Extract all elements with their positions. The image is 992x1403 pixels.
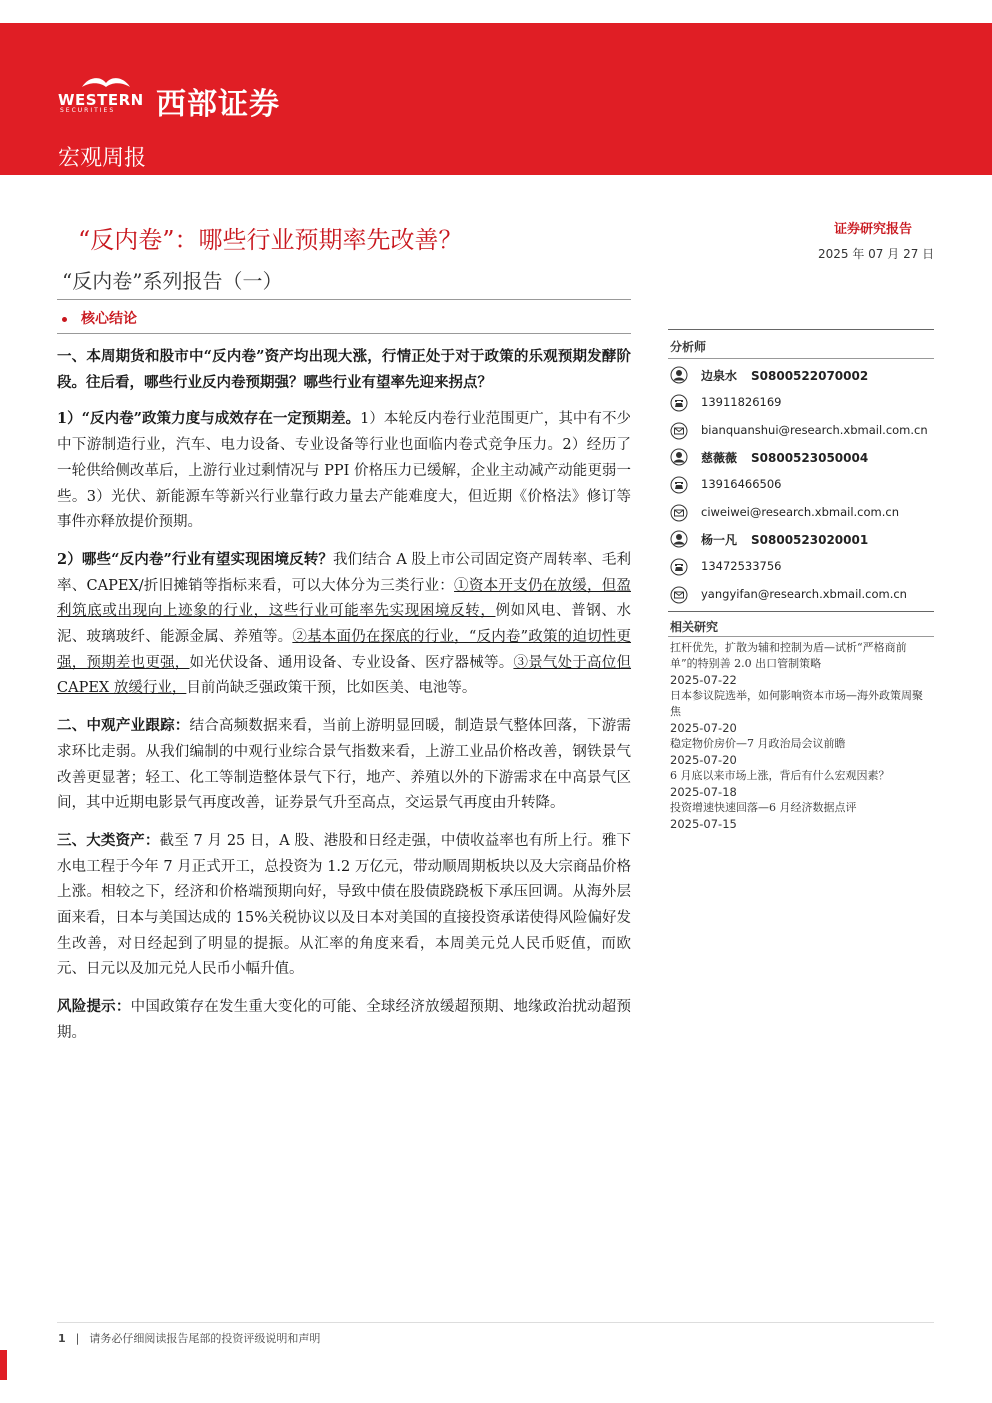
analyst-email-row[interactable]	[670, 503, 934, 525]
paragraph-policy-gap-text: 1）本轮反内卷行业范围更广，其中有不少中下游制造行业，汽车、电力设备、专业设备等行业也面临内卷式竞争压力。2）经历了一轮供给侧改革后，上游行业过剩情况与 PPI 价格压力已缓解，企业主动减产动能更弱一些。3）光伏、新能源车等新兴行业靠行政力量去产能难度大，但近期《价格法》修订等事件亦释放提价预期。	[57, 411, 631, 531]
paragraph-industries-text-a: 我们结合 A 股上市公司固定资产周转率、毛利率、CAPEX/折旧摊销等指标来看，可以大体分为三类行业：	[57, 551, 631, 594]
analyst-email[interactable]: ciweiwei@research.xbmail.com.cn	[701, 505, 900, 519]
analyst-email[interactable]: yangyifan@research.xbmail.com.cn	[701, 587, 907, 601]
page-number: 1	[58, 1332, 66, 1345]
analyst-divider	[668, 358, 934, 359]
paragraph-risk-lead: 风险提示：	[57, 998, 131, 1016]
related-title[interactable]: 稳定物价房价—7 月政治局会议前瞻	[670, 737, 846, 750]
paragraph-policy-gap-lead: 1）“反内卷”政策力度与成效存在一定预期差。	[57, 410, 361, 428]
logo-chinese: 西部证券	[156, 87, 280, 122]
section-heading	[62, 308, 137, 328]
analyst-phone: 13916466506	[701, 477, 782, 491]
analyst-phone: 13472533756	[701, 559, 782, 573]
analyst-name-row	[670, 447, 934, 469]
section-divider	[57, 333, 631, 334]
related-item[interactable]	[670, 800, 932, 832]
industry-group-2-examples: 如光伏设备、通用设备、专业设备、医疗器械等。	[189, 654, 514, 671]
footer-sep: |	[75, 1332, 80, 1345]
industry-group-3-examples: 目前尚缺乏强政策干预，比如医美、电池等。	[186, 680, 477, 697]
report-label: 证券研究报告	[834, 222, 913, 237]
paragraph-industry-tracking-text: 结合高频数据来看，当前上游明显回暖，制造景气整体回落，下游需求环比走弱。从我们编制的中观行业综合景气指数来看，上游工业品价格改善，钢铁景气改善更显著；轻工、化工等制造整体景气下行，地产、养殖以外的下游需求在中高景气区间，其中近期电影景气再度改善，证券景气升至高点，交运景气再度由升转降。	[57, 718, 631, 812]
person-icon	[670, 530, 688, 548]
paragraph-assets-text: 截至 7 月 25 日，A 股、港股和日经走强，中债收益率也有所上行。雅下水电工程于今年 7 月正式开工，总投资为 1.2 万亿元，带动顺周期板块以及大宗商品价格上涨。相较之下，经济和价格端预期向好，导致中债在股债跷跷板下承压回调。从海外层面来看，日本与美国达成的 15%关税协议以及日本对美国的直接投资承诺使得风险偏好发生改善，对日经起到了明显的提振。从汇率的角度来看，本周美元兑人民币贬值，而欧元、日元以及加元兑人民币小幅升值。	[57, 832, 631, 978]
related-title[interactable]: 日本参议院选举，如何影响资本市场—海外政策周聚焦	[670, 689, 923, 718]
report-date: 2025 年 07 月 27 日	[818, 247, 935, 261]
related-item[interactable]	[670, 688, 932, 736]
report-type: 宏观周报	[58, 146, 147, 171]
report-subtitle: “反内卷”系列报告（一）	[62, 269, 283, 293]
analyst-phone-row	[670, 557, 934, 579]
related-divider	[668, 636, 934, 637]
logo-english: WESTERN	[58, 91, 144, 109]
related-research-list	[670, 640, 932, 832]
paragraph-assets-lead: 三、大类资产：	[57, 831, 160, 849]
analyst-email[interactable]: bianquanshui@research.xbmail.com.cn	[701, 423, 928, 437]
paragraph-assets	[57, 828, 631, 983]
related-title[interactable]: 扛杆优先，扩散为辅和控制为盾—试析“严格商前单”的特别善 2.0 出口管制策略	[670, 641, 907, 670]
footer-divider	[57, 1322, 934, 1323]
main-content	[57, 344, 631, 1058]
analyst-divider-top	[668, 329, 934, 330]
paragraph-industry-tracking	[57, 713, 631, 817]
paragraph-risk-text: 中国政策存在发生重大变化的可能、全球经济放缓超预期、地缘政治扰动超预期。	[57, 999, 632, 1041]
phone-icon	[670, 558, 688, 576]
related-date: 2025-07-20	[670, 753, 737, 767]
industry-group-2: ②基本面仍在探底的行业，“反内卷”政策的迫切性更强，预期差也更强，	[57, 629, 632, 671]
related-item[interactable]	[670, 736, 932, 768]
paragraph-industry-tracking-lead: 二、中观产业跟踪：	[57, 717, 190, 735]
email-icon	[670, 422, 688, 440]
analyst-name: 边泉水	[701, 369, 738, 383]
related-item[interactable]	[670, 768, 932, 800]
industry-group-3: ③景气处于高位但 CAPEX 放缓行业，	[57, 654, 632, 697]
person-icon	[670, 448, 688, 466]
paragraph-industries-lead: 2）哪些“反内卷”行业有望实现困境反转？	[57, 550, 334, 568]
analyst-cert: S0800522070002	[751, 369, 869, 383]
phone-icon	[670, 476, 688, 494]
analyst-cert: S0800523020001	[751, 533, 869, 547]
analyst-cert: S0800523050004	[751, 451, 869, 465]
related-date: 2025-07-20	[670, 721, 737, 735]
related-divider-top	[668, 611, 934, 612]
industry-group-1-examples: 例如风电、普钢、水泥、玻璃玻纤、能源金属、养殖等。	[57, 603, 632, 646]
analyst-email-row[interactable]	[670, 421, 934, 443]
analyst-phone: 13911826169	[701, 395, 782, 409]
related-research-heading: 相关研究	[670, 620, 719, 634]
analyst-phone-row	[670, 393, 934, 415]
phone-icon	[670, 394, 688, 412]
company-logo	[58, 73, 308, 122]
analyst-heading: 分析师	[670, 340, 707, 354]
industry-group-1: ①资本开支仍在放缓，但盈利筑底或出现向上迹象的行业，这些行业可能率先实现困境反转，	[57, 577, 631, 620]
related-date: 2025-07-22	[670, 673, 737, 687]
email-icon	[670, 504, 688, 522]
person-icon	[670, 366, 688, 384]
related-date: 2025-07-18	[670, 785, 737, 799]
paragraph-industries	[57, 547, 631, 702]
section-heading-text: 核心结论	[81, 311, 137, 327]
analyst-name-row	[670, 529, 934, 551]
paragraph-risk	[57, 994, 631, 1046]
logo-horns-icon	[78, 73, 134, 91]
analyst-name: 杨一凡	[701, 533, 738, 547]
footer	[58, 1330, 320, 1346]
related-item[interactable]	[670, 640, 932, 688]
title-divider	[57, 299, 631, 300]
footer-accent-bar	[0, 1350, 7, 1380]
logo-english-sub: SECURITIES	[60, 107, 116, 114]
related-title[interactable]: 投资增速快速回落—6 月经济数据点评	[670, 801, 857, 814]
paragraph-summary: 一、本周期货和股市中“反内卷”资产均出现大涨，行情正处于对于政策的乐观预期发酵阶段。往后看，哪些行业反内卷预期强？哪些行业有望率先迎来拐点？	[57, 348, 631, 391]
related-title[interactable]: 6 月底以来市场上涨，背后有什么宏观因素？	[670, 769, 890, 782]
paragraph-policy-gap	[57, 406, 631, 536]
header-banner	[0, 23, 992, 175]
analyst-email-row[interactable]	[670, 585, 934, 607]
analyst-phone-row	[670, 475, 934, 497]
footer-disclaimer: 请务必仔细阅读报告尾部的投资评级说明和声明	[89, 1332, 321, 1345]
related-date: 2025-07-15	[670, 817, 737, 831]
analyst-name: 慈薇薇	[701, 451, 738, 465]
email-icon	[670, 586, 688, 604]
report-title: “反内卷”：哪些行业预期率先改善？	[78, 226, 463, 254]
bullet-icon	[62, 317, 67, 322]
analyst-name-row	[670, 365, 934, 387]
